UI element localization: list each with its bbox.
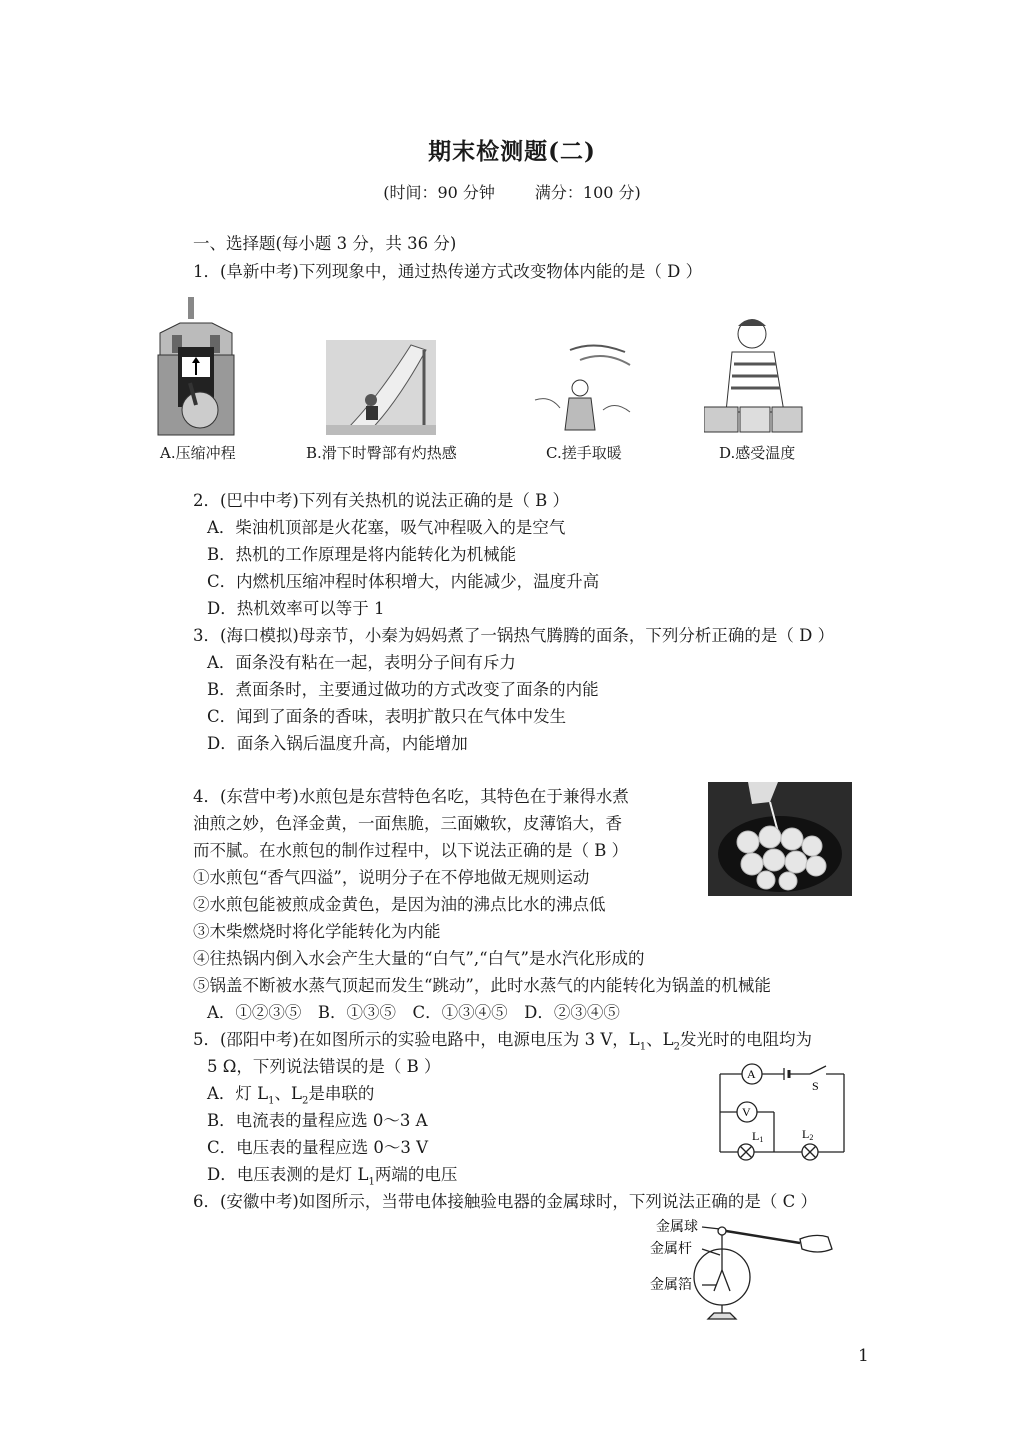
question-4-choices: A．①②③⑤ B．①③⑤ C．①③④⑤ D．②③④⑤ [207, 1003, 620, 1022]
question-4-statement: ①水煎包“香气四溢”，说明分子在不停地做无规则运动 [193, 868, 590, 887]
ammeter-label: A [747, 1067, 756, 1081]
lamp1-label: L1 [752, 1129, 764, 1144]
question-2-option: A．柴油机顶部是火花塞，吸气冲程吸入的是空气 [207, 518, 566, 537]
caption-c: C.搓手取暖 [546, 444, 622, 462]
question-2-option: C．内燃机压缩冲程时体积增大，内能减少，温度升高 [207, 572, 600, 591]
metal-ball-label: 金属球 [656, 1220, 698, 1235]
question-5-option-d: D．电压表测的是灯 $L_1$两端的电压 [207, 1165, 458, 1188]
section-heading: 一、选择题(每小题 3 分，共 36 分) [193, 234, 457, 253]
question-3-option: D．面条入锅后温度升高，内能增加 [207, 734, 468, 753]
question-4-statement: ⑤锅盖不断被水蒸气顶起而发生“跳动”，此时水蒸气的内能转化为锅盖的机械能 [193, 976, 771, 995]
question-4-line: 而不腻。在水煎包的制作过程中，以下说法正确的是（ B ） [193, 841, 629, 860]
caption-a: A.压缩冲程 [160, 444, 236, 462]
question-4-line: 油煎之妙，色泽金黄，一面焦脆，三面嫩软，皮薄馅大，香 [193, 814, 622, 833]
question-4-statement: ③木柴燃烧时将化学能转化为内能 [193, 922, 441, 941]
question-4-statement: ②水煎包能被煎成金黄色，是因为油的沸点比水的沸点低 [193, 895, 606, 914]
caption-b: B.滑下时臀部有灼热感 [306, 444, 457, 462]
question-5-stem: 5．(邵阳中考)在如图所示的实验电路中，电源电压为 3 V，$L_1$、$L_2$发光时的电阻均为 [193, 1030, 812, 1053]
question-5-option-a: A．灯 $L_1$、$L_2$是串联的 [207, 1084, 375, 1107]
lamp2-label: L2 [802, 1127, 814, 1142]
metal-rod-label: 金属杆 [650, 1242, 692, 1257]
exam-info [0, 180, 1024, 203]
page-number: 1 [858, 1346, 869, 1366]
exam-score: 满分：100 分) [534, 183, 641, 202]
dumplings-photo [708, 782, 852, 896]
question-5-stem-cont: 5 Ω，下列说法错误的是（ B ） [207, 1057, 441, 1076]
question-3-option: C．闻到了面条的香味，表明扩散只在气体中发生 [207, 707, 567, 726]
question-5-option-b: B．电流表的量程应选 0～3 A [207, 1111, 428, 1130]
question-3-option: B．煮面条时，主要通过做功的方式改变了面条的内能 [207, 680, 599, 699]
circuit-diagram [712, 1060, 852, 1165]
caption-d: D.感受温度 [719, 444, 796, 462]
slide-figure [326, 340, 436, 435]
question-5-option-c: C．电压表的量程应选 0～3 V [207, 1138, 429, 1157]
question-3-stem: 3．(海口模拟)母亲节，小秦为妈妈煮了一锅热气腾腾的面条，下列分析正确的是（ D ） [193, 626, 835, 645]
question-2-stem: 2．(巴中中考)下列有关热机的说法正确的是（ B ） [193, 491, 569, 510]
switch-label: S [812, 1079, 819, 1093]
question-1-stem: 1．(阜新中考)下列现象中，通过热传递方式改变物体内能的是（ D ） [193, 262, 703, 281]
voltmeter-label: V [742, 1105, 751, 1119]
question-2-option: D．热机效率可以等于 1 [207, 599, 385, 618]
question-4-statement: ④往热锅内倒入水会产生大量的“白气”,“白气”是水汽化形成的 [193, 949, 645, 968]
question-2-option: B．热机的工作原理是将内能转化为机械能 [207, 545, 517, 564]
sensing-temperature-figure [704, 312, 804, 437]
question-6-stem: 6．(安徽中考)如图所示，当带电体接触验电器的金属球时，下列说法正确的是（ C ） [193, 1192, 817, 1211]
question-3-option: A．面条没有粘在一起，表明分子间有斥力 [207, 653, 516, 672]
question-4-line: 4．(东营中考)水煎包是东营特色名吃，其特色在于兼得水煮 [193, 787, 629, 806]
electroscope-diagram [650, 1215, 840, 1327]
compression-stroke-figure [150, 295, 242, 440]
page-title: 期末检测题(二) [428, 138, 596, 165]
exam-time: (时间：90 分钟 [383, 183, 495, 202]
metal-foil-label: 金属箔 [650, 1278, 692, 1293]
hands-rubbing-figure [525, 340, 635, 435]
